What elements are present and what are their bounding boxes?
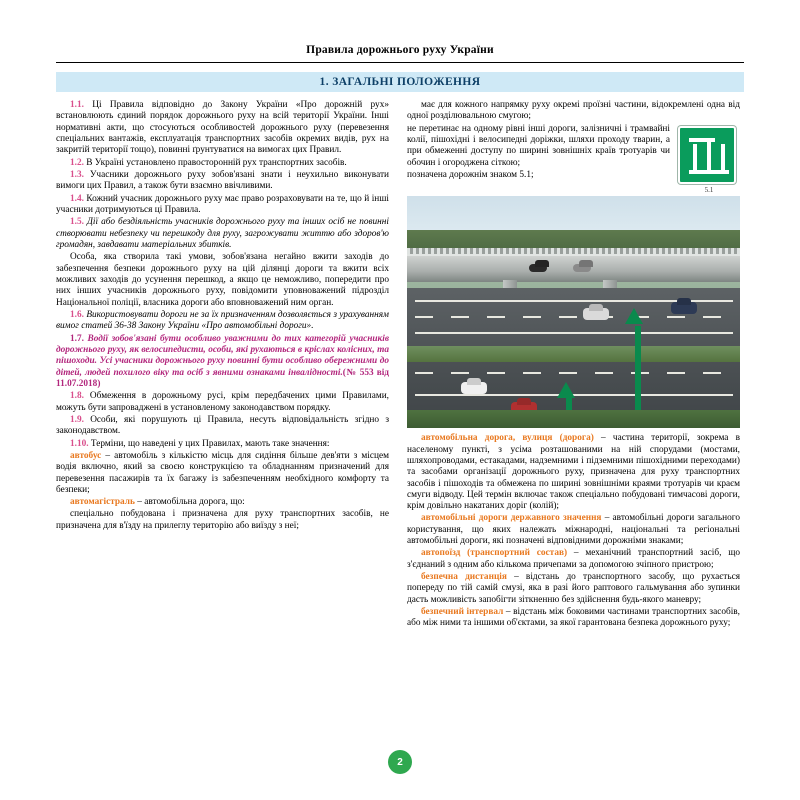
clause-number: 1.8. [70, 391, 84, 402]
right-column [407, 100, 740, 760]
clause-text: Ці Правила відповідно до Закону України «Про дорожній рух» встановлюють єдиний порядок дорожнього руху на всій території України. Інші нормативні акти, що стосуються особливостей дорожнього руху (перевезення спеціальних вантажів, експлуатація транспортних засобів окремих видів, рух на закритій території тощо), повинні ґрунтуватися на вимогах цих Правил. [56, 100, 389, 156]
sign-shape-top [689, 138, 715, 142]
photo-car [583, 308, 609, 320]
clause-text: В Україні установлено правосторонній рух транспортних засобів. [83, 157, 347, 168]
term-label: безпечний інтервал [421, 607, 504, 618]
sign-shape-mid [707, 138, 711, 174]
term-avtomagistral-sub [56, 509, 389, 532]
term-definition: – автомобільна дорога, що: [134, 497, 245, 508]
term-avtobus [56, 451, 389, 496]
right-intro-1 [407, 100, 740, 123]
sign-shape-bottom [689, 170, 729, 174]
photo-lane-line [415, 316, 733, 318]
paragraph-1-5 [56, 217, 389, 251]
clause-text: Особи, які порушують ці Правила, несуть відповідальність згідно з законодавством. [56, 414, 389, 437]
clause-text: Учасники дорожнього руху зобов'язані знати і неухильно виконувати вимоги цих Правил, а також бути взаємно ввічливими. [56, 169, 389, 192]
clause-number: 1.4. [70, 193, 84, 204]
sign-number-label: 5.1 [704, 185, 714, 194]
paragraph-1-10 [56, 439, 389, 450]
paragraph-1-1 [56, 100, 389, 157]
clause-number: 1.7. [70, 333, 84, 344]
term-state-roads [407, 513, 740, 547]
clause-number: 1.10. [70, 438, 89, 449]
clause-text: не перетинає на одному рівні інші дороги, залізничні і трамвайні колії, пішохідні і велосипедні доріжки, шляхи проходу тварин, а при обмеженні доступу по ширині зовнішніх країв тротуарів чи обочин і огороджена сіткою; [407, 123, 670, 168]
motorway-icon [678, 126, 736, 184]
clause-number: 1.5. [70, 217, 84, 228]
clause-number: 1.1. [70, 100, 84, 110]
photo-lane-line [415, 332, 733, 334]
page-header: Правила дорожнього руху України [306, 44, 494, 56]
term-safe-interval [407, 607, 740, 630]
road-sign-5-1 [678, 126, 740, 195]
section-title: 1. ЗАГАЛЬНІ ПОЛОЖЕННЯ [56, 72, 744, 92]
term-definition: – частина території, зокрема в населеному пункті, з усіма розташованими на ній спорудами (мостами, шляхопроводами, естакадами, надземними і підземними пішохідними переходами) та засобами організації дорожнього руху, призначена для руху транспортних засобів і пішоходів та обмежена по ширині зовнішніми краями тротуарів чи краєм смуги відводу. Цей термін включає також спеціально побудовані тимчасові дороги, крім довільно накатаних доріг (колій); [407, 433, 740, 512]
motorway-photo [407, 196, 740, 428]
header-divider [56, 62, 744, 63]
clause-text: має для кожного напрямку руху окремі проїзні частини, відокремлені одна від одної розділювальною смугою; [407, 100, 740, 122]
photo-lane-line [415, 372, 733, 374]
clause-text: Терміни, що наведені у цих Правилах, мають таке значення: [88, 438, 330, 449]
clause-text: Дії або бездіяльність учасників дорожнього руху та інших осіб не повинні створювати небезпеку чи перешкоду для руху, загрожувати життю або здоров'ю громадян, завдавати матеріальних збитків. [56, 217, 389, 250]
paragraph-1-5-cont [56, 252, 389, 309]
clause-text: Водії зобов'язані бути особливо уважними до тих категорій учасників дорожнього руху, як велосипедисти, особи, які рухаються в кріслах колісних, та пішоходи. Усі учасники дорожнього руху повинні бути особливо обережними до дітей, людей похилого віку та осіб з явними ознаками інвалідності. [56, 333, 389, 378]
term-label: безпечна дистанція [421, 572, 507, 583]
photo-car [529, 264, 547, 272]
paragraph-1-4 [56, 194, 389, 217]
clause-reference: (№ 553 від 11.07.2018) [56, 367, 389, 389]
term-safe-distance [407, 572, 740, 606]
paragraph-1-3 [56, 170, 389, 193]
clause-text: Особа, яка створила такі умови, зобов'язана негайно вжити заходів до забезпечення безпеки дорожнього руху на цій ділянці дороги та вжити всіх можливих заходів до усунення перешкод, а якщо це неможливо, попередити про них інших учасників дорожнього руху, повідомити уповноважений підрозділ Національної поліції, власника дороги або вповноважений ним орган. [56, 252, 389, 308]
photo-car [461, 382, 487, 394]
term-road-train [407, 548, 740, 571]
paragraph-1-2 [56, 158, 389, 169]
clause-number: 1.2. [70, 157, 84, 168]
term-label: автомобільна дорога, вулиця (дорога) [421, 433, 594, 444]
paragraph-1-9 [56, 415, 389, 438]
left-column [56, 100, 389, 760]
clause-text: позначена дорожнім знаком 5.1; [407, 169, 534, 180]
clause-text: Використовувати дороги не за їх призначенням дозволяється з урахуванням вимог статей 36-38 Закону України «Про автомобільні дороги». [56, 309, 389, 332]
photo-car [573, 264, 591, 272]
term-label: автопоїзд (транспортний состав) [421, 548, 568, 559]
term-definition: спеціально побудована і призначена для руху транспортних засобів, не призначена для в'їзду на прилеглу територію або виїзду з неї; [56, 509, 389, 531]
term-definition: – механічний транспортний засіб, що з'єднаний з одним або кількома причепами за допомогою зчіпного пристрою; [407, 548, 741, 570]
two-column-body [56, 100, 744, 760]
photo-median-strip [407, 346, 740, 362]
photo-car [671, 302, 697, 314]
term-label: автобус [70, 450, 102, 461]
paragraph-1-7-highlight [56, 334, 389, 391]
term-label: автомобільні дороги державного значення [421, 513, 602, 524]
clause-text: Кожний учасник дорожнього руху має право розраховувати на те, що й інші учасники дотримуються ці Правила. [56, 193, 389, 215]
term-definition: – відстань між боковими частинами транспортних засобів, або між ними та іншими об'єктами, за якої гарантована безпека дорожнього руху; [407, 607, 740, 629]
photo-green-arrow [625, 308, 643, 324]
term-definition: – відстань до транспортного засобу, що рухається попереду по тій самій смузі, яка в разі його раптового гальмування або зупинки дасть можливість запобігти зіткненню без здійснення будь-якого маневру; [407, 572, 740, 605]
clause-number: 1.3. [70, 169, 84, 180]
term-definition: – автомобільні дороги загального користування, що яких належать міжнародні, національні та регіональні автомобільні дороги, які позначені відповідними дорожніми знаками; [407, 513, 740, 547]
photo-grass [407, 410, 740, 428]
paragraph-1-8 [56, 391, 389, 414]
term-road-street [407, 433, 740, 512]
clause-number: 1.6. [70, 309, 84, 320]
term-avtomagistral [56, 497, 389, 508]
clause-number: 1.9. [70, 414, 84, 425]
photo-green-marking [635, 326, 641, 412]
term-label: автомагістраль [70, 497, 135, 508]
paragraph-1-6 [56, 310, 389, 333]
page-number-badge: 2 [388, 750, 412, 774]
term-definition: – автомобіль з кількістю місць для сидіння більше дев'яти з місцем водія включно, який за своєю конструкцією та обладнанням призначений для перевезення пасажирів та їх багажу із забезпеченням необхідного комфорту та безпеки; [56, 450, 389, 495]
clause-text: Обмеження в дорожньому русі, крім передбачених цими Правилами, можуть бути запроваджені в установленому законодавством порядку. [56, 391, 389, 413]
